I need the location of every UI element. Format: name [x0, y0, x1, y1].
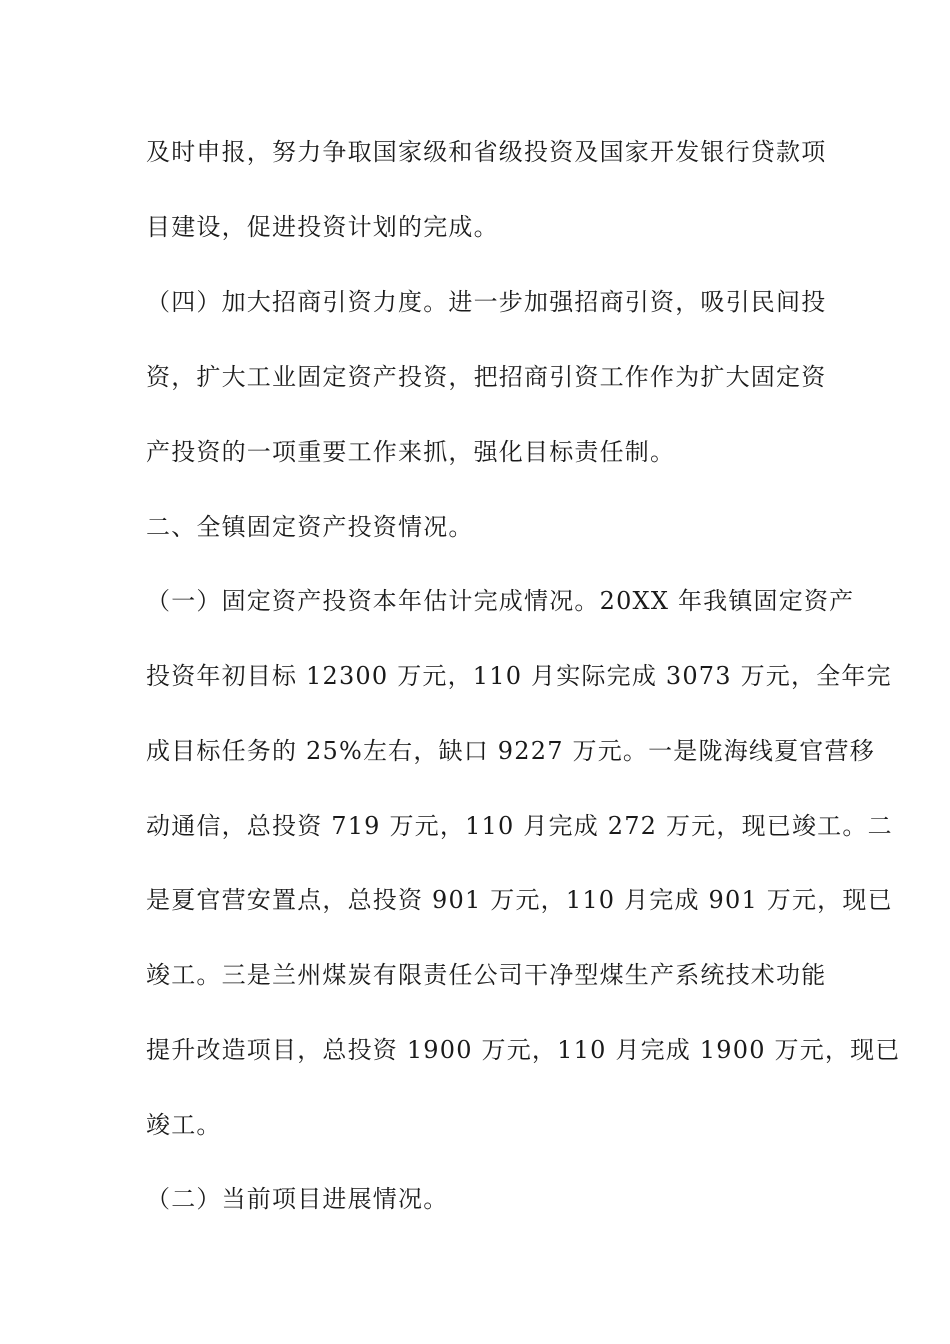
section-heading: 二、全镇固定资产投资情况。 [146, 513, 474, 541]
section-heading: （二）当前项目进展情况。 [146, 1185, 449, 1213]
text-line: 动通信，总投资 719 万元，110 月完成 272 万元，现已竣工。二 [146, 812, 893, 840]
text-line: 资，扩大工业固定资产投资，把招商引资工作作为扩大固定资 [146, 363, 827, 391]
text-line: 目建设，促进投资计划的完成。 [146, 213, 499, 241]
text-line: 产投资的一项重要工作来抓，强化目标责任制。 [146, 438, 676, 466]
text-line: 竣工。三是兰州煤炭有限责任公司干净型煤生产系统技术功能 [146, 961, 827, 989]
text-line: 竣工。 [146, 1111, 222, 1139]
text-line: 投资年初目标 12300 万元，110 月实际完成 3073 万元，全年完 [146, 662, 892, 690]
text-line: 提升改造项目，总投资 1900 万元，110 月完成 1900 万元，现已 [146, 1036, 901, 1064]
text-line: 及时申报，努力争取国家级和省级投资及国家开发银行贷款项 [146, 138, 827, 166]
text-line: 成目标任务的 25%左右，缺口 9227 万元。一是陇海线夏官营移 [146, 737, 875, 765]
text-line: （四）加大招商引资力度。进一步加强招商引资，吸引民间投 [146, 288, 827, 316]
text-line: （一）固定资产投资本年估计完成情况。20XX 年我镇固定资产 [146, 587, 855, 615]
text-line: 是夏官营安置点，总投资 901 万元，110 月完成 901 万元，现已 [146, 886, 893, 914]
